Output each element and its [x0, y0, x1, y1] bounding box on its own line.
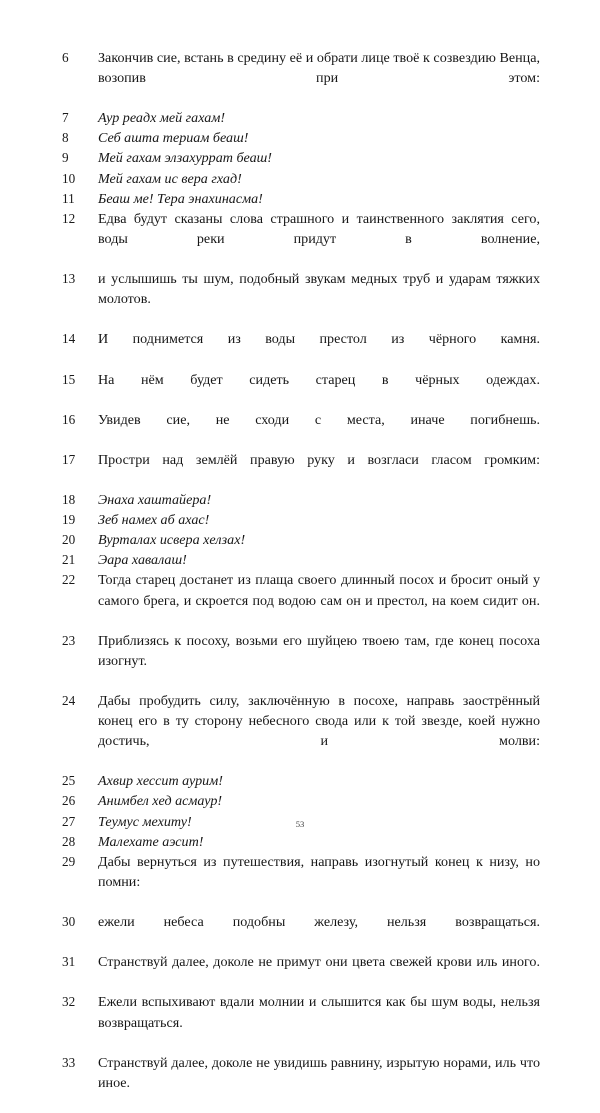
verse-row [62, 912, 540, 952]
verse-number: 21 [62, 552, 76, 568]
verse-number: 20 [62, 532, 76, 548]
verse-text: Простри над землёй правую руку и возгласи гласом громким: [98, 451, 540, 468]
verse-text: и услышишь ты шум, подобный звукам медных труб и ударам тяжких молотов. [98, 271, 540, 308]
verse-row [62, 510, 540, 530]
verse-text: Приблизясь к посоху, возьми его шуйцею твоею там, где конец посоха изогнут. [98, 632, 540, 669]
verse-row [62, 691, 540, 771]
verse-number: 32 [62, 994, 76, 1010]
verse-row [62, 992, 540, 1052]
verse-number: 27 [62, 813, 76, 829]
verse-text: Вурталах исвера хелзах! [98, 532, 246, 549]
verse-row [62, 370, 540, 410]
page-number: 53 [295, 819, 305, 829]
verse-number: 25 [62, 773, 76, 789]
verse-number: 24 [62, 693, 76, 708]
verse-row [62, 570, 540, 630]
verse-text: Мей гахам ис вера гхад! [98, 170, 242, 187]
verse-text: Зеб намех аб ахас! [98, 512, 210, 529]
verse-row [62, 952, 540, 992]
verse-number: 17 [62, 451, 76, 467]
verse-text: Эара хавалаш! [98, 552, 187, 569]
verse-number: 12 [62, 210, 76, 226]
verse-row [62, 530, 540, 550]
verse-text: Едва будут сказаны слова страшного и таинственного заклятия сего, воды реки придут в волнение, [98, 210, 540, 247]
verse-row [62, 450, 540, 490]
verse-text: Беаш ме! Тера энахинасма! [98, 190, 263, 207]
verse-text: Энаха хаштайера! [98, 492, 212, 509]
verse-number: 33 [62, 1054, 76, 1070]
verse-number: 8 [62, 130, 69, 146]
verse-row [62, 108, 540, 128]
verse-text: На нём будет сидеть старец в чёрных одеждах. [98, 371, 540, 388]
verse-number: 19 [62, 512, 76, 528]
verse-number: 7 [62, 110, 69, 126]
verse-text: Себ ашта териам беаш! [98, 130, 249, 147]
verse-row [62, 128, 540, 148]
verse-text: Ахвир хессит аурим! [98, 773, 223, 790]
verse-number: 10 [62, 170, 76, 186]
verse-row [62, 852, 540, 912]
verse-text: Теумус мехиту! [98, 813, 192, 830]
verse-row [62, 209, 540, 269]
verse-number: 22 [62, 572, 76, 588]
verse-text: Закончив сие, встань в средину её и обрати лице твоё к созвездию Венца, возопив при этом: [98, 50, 540, 87]
verse-text: Аур реадх мей гахам! [98, 110, 226, 127]
verse-text: Увидев сие, не сходи с места, иначе погибнешь. [98, 411, 540, 428]
verse-text: Странствуй далее, доколе не увидишь равнину, изрытую норами, иль что иное. [98, 1054, 540, 1091]
verse-number: 13 [62, 271, 76, 287]
verse-number: 18 [62, 492, 76, 508]
verse-row [62, 169, 540, 189]
verse-number: 9 [62, 150, 69, 166]
verse-text: Малехате аэсит! [98, 833, 204, 850]
verse-row [62, 329, 540, 369]
verse-text: Дабы пробудить силу, заключённую в посохе, направь заострённый конец его в ту сторону небесного свода или к той звезде, коей нужно достичь, и молви: [98, 693, 540, 750]
verse-row [62, 791, 540, 811]
verse-text: Дабы вернуться из путешествия, направь изогнутый конец к низу, но помни: [98, 853, 540, 890]
verse-text: Тогда старец достанет из плаща своего длинный посох и бросит оный у самого брега, и скроется под водою сам он и престол, на коем сидит он. [98, 572, 540, 609]
verse-text: Мей гахам элзахуррат беаш! [98, 150, 272, 167]
verse-number: 30 [62, 914, 76, 930]
verse-row [62, 490, 540, 510]
verse-text: Анимбел хед асмаур! [98, 793, 223, 810]
verse-row [62, 771, 540, 791]
verse-text: ежели небеса подобны железу, нельзя возвращаться. [98, 914, 540, 931]
verse-number: 14 [62, 331, 76, 347]
verse-number: 29 [62, 853, 76, 869]
verse-row [62, 148, 540, 168]
verse-text: Ежели вспыхивают вдали молнии и слышится как бы шум воды, нельзя возвращаться. [98, 994, 540, 1031]
verse-row [62, 832, 540, 852]
verse-row [62, 550, 540, 570]
verse-row [62, 410, 540, 450]
verse-number: 16 [62, 411, 76, 427]
verse-number: 26 [62, 793, 76, 809]
verse-text: Странствуй далее, доколе не примут они цвета свежей крови иль иного. [98, 954, 540, 971]
verse-number: 15 [62, 371, 76, 387]
verse-number: 6 [62, 50, 69, 65]
verse-number: 23 [62, 632, 76, 648]
verse-row [62, 48, 540, 108]
verse-list [62, 48, 540, 1113]
verse-row [62, 631, 540, 691]
verse-row [62, 189, 540, 209]
verse-row [62, 269, 540, 329]
verse-row [62, 1053, 540, 1113]
verse-number: 31 [62, 954, 76, 970]
verse-number: 28 [62, 833, 76, 849]
verse-number: 11 [62, 190, 75, 206]
verse-text: И поднимется из воды престол из чёрного камня. [98, 331, 540, 348]
